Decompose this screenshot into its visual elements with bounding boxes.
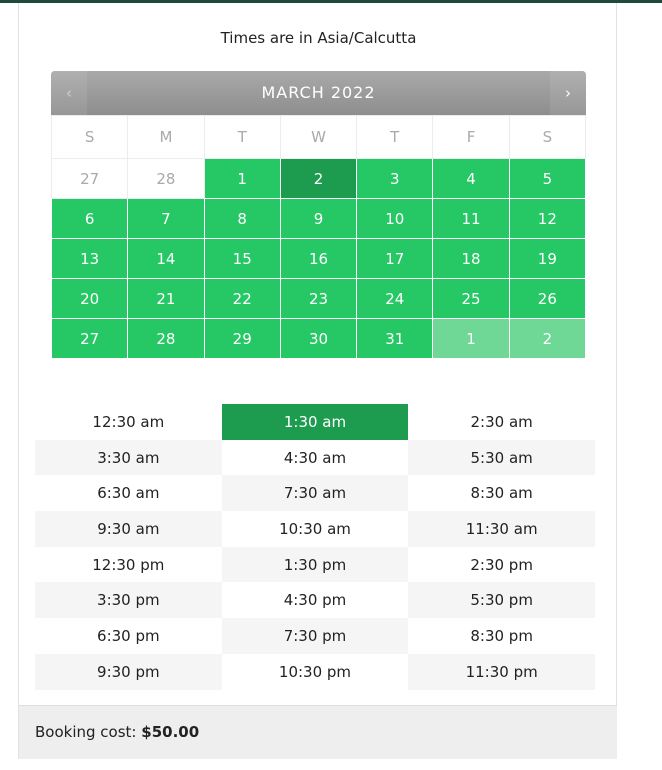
day-cell[interactable]: 3 xyxy=(357,159,433,199)
day-cell[interactable]: 10 xyxy=(357,199,433,239)
time-row xyxy=(35,618,595,654)
day-cell[interactable]: 4 xyxy=(433,159,509,199)
day-cell[interactable]: 26 xyxy=(509,279,585,319)
time-slot[interactable]: 8:30 am xyxy=(470,484,533,503)
day-cell: 27 xyxy=(52,159,128,199)
time-slot-grid xyxy=(35,404,595,690)
day-cell[interactable]: 5 xyxy=(509,159,585,199)
week-row-2 xyxy=(52,199,586,239)
month-title: MARCH 2022 xyxy=(261,83,376,102)
time-slot[interactable]: 9:30 am xyxy=(35,511,222,547)
day-cell[interactable]: 11 xyxy=(433,199,509,239)
time-row xyxy=(35,440,595,476)
booking-cost xyxy=(35,723,199,741)
day-cell[interactable]: 8 xyxy=(204,199,280,239)
time-slot[interactable]: 9:30 pm xyxy=(35,654,222,690)
day-cell[interactable]: 22 xyxy=(204,279,280,319)
booking-cost-label: Booking cost: xyxy=(35,723,137,741)
time-slot[interactable]: 6:30 pm xyxy=(97,626,160,645)
day-cell[interactable]: 21 xyxy=(128,279,204,319)
weekday-sun: S xyxy=(52,116,128,159)
time-slot[interactable]: 7:30 am xyxy=(222,475,409,511)
time-slot[interactable]: 7:30 pm xyxy=(222,618,409,654)
timezone-text: Times are in Asia/Calcutta xyxy=(220,29,417,47)
day-cell-selected[interactable]: 2 xyxy=(280,159,356,199)
time-slot[interactable]: 2:30 pm xyxy=(470,555,533,574)
day-cell[interactable]: 15 xyxy=(204,239,280,279)
time-row xyxy=(35,582,595,618)
time-slot[interactable]: 8:30 pm xyxy=(470,626,533,645)
day-cell[interactable]: 17 xyxy=(357,239,433,279)
time-slot[interactable]: 1:30 pm xyxy=(222,547,409,583)
day-cell-next-month[interactable]: 1 xyxy=(433,319,509,359)
time-slot[interactable]: 3:30 pm xyxy=(35,582,222,618)
day-cell[interactable]: 27 xyxy=(52,319,128,359)
day-cell[interactable]: 31 xyxy=(357,319,433,359)
day-cell[interactable]: 28 xyxy=(128,319,204,359)
day-cell[interactable]: 14 xyxy=(128,239,204,279)
day-cell[interactable]: 23 xyxy=(280,279,356,319)
weekday-tue: T xyxy=(204,116,280,159)
time-slot[interactable]: 5:30 pm xyxy=(408,582,595,618)
time-slot[interactable]: 10:30 pm xyxy=(278,662,352,681)
time-slot[interactable]: 12:30 pm xyxy=(92,555,165,574)
day-cell[interactable]: 6 xyxy=(52,199,128,239)
day-cell[interactable]: 9 xyxy=(280,199,356,239)
day-cell: 28 xyxy=(128,159,204,199)
week-row-4 xyxy=(52,279,586,319)
time-slot[interactable]: 4:30 am xyxy=(283,448,347,467)
day-cell[interactable]: 29 xyxy=(204,319,280,359)
weekday-sat: S xyxy=(509,116,585,159)
week-row-1 xyxy=(52,159,586,199)
time-row xyxy=(35,547,595,583)
time-slot[interactable]: 6:30 am xyxy=(97,484,160,503)
calendar xyxy=(51,71,586,359)
day-cell[interactable]: 25 xyxy=(433,279,509,319)
time-slot[interactable]: 10:30 am xyxy=(279,519,351,538)
day-cell[interactable]: 24 xyxy=(357,279,433,319)
day-cell[interactable]: 1 xyxy=(204,159,280,199)
weekday-fri: F xyxy=(433,116,509,159)
time-slot[interactable]: 12:30 am xyxy=(92,412,165,431)
day-cell[interactable]: 12 xyxy=(509,199,585,239)
time-slot-selected[interactable]: 1:30 am xyxy=(222,404,409,440)
booking-cost-bar xyxy=(19,705,617,759)
time-slot[interactable]: 11:30 am xyxy=(408,511,595,547)
time-slot[interactable]: 4:30 pm xyxy=(283,591,347,610)
weekday-row xyxy=(52,116,586,159)
prev-month-button[interactable]: ‹ xyxy=(51,71,87,115)
time-row xyxy=(35,475,595,511)
time-row xyxy=(35,654,595,690)
week-row-5 xyxy=(52,319,586,359)
day-cell[interactable]: 13 xyxy=(52,239,128,279)
day-cell[interactable]: 18 xyxy=(433,239,509,279)
day-cell[interactable]: 16 xyxy=(280,239,356,279)
weekday-thu: T xyxy=(357,116,433,159)
time-slot[interactable]: 5:30 am xyxy=(408,440,595,476)
day-cell[interactable]: 20 xyxy=(52,279,128,319)
day-cell[interactable]: 7 xyxy=(128,199,204,239)
day-cell-next-month[interactable]: 2 xyxy=(509,319,585,359)
time-row xyxy=(35,404,595,440)
weekday-wed: W xyxy=(280,116,356,159)
day-cell[interactable]: 30 xyxy=(280,319,356,359)
week-row-3 xyxy=(52,239,586,279)
day-cell[interactable]: 19 xyxy=(509,239,585,279)
weekday-mon: M xyxy=(128,116,204,159)
calendar-header xyxy=(51,71,586,115)
booking-cost-amount: $50.00 xyxy=(141,723,200,741)
next-month-button[interactable]: › xyxy=(550,71,586,115)
time-row xyxy=(35,511,595,547)
time-slot[interactable]: 3:30 am xyxy=(35,440,222,476)
time-slot[interactable]: 11:30 pm xyxy=(408,654,595,690)
time-slot[interactable]: 2:30 am xyxy=(470,412,533,431)
calendar-grid xyxy=(51,115,586,359)
